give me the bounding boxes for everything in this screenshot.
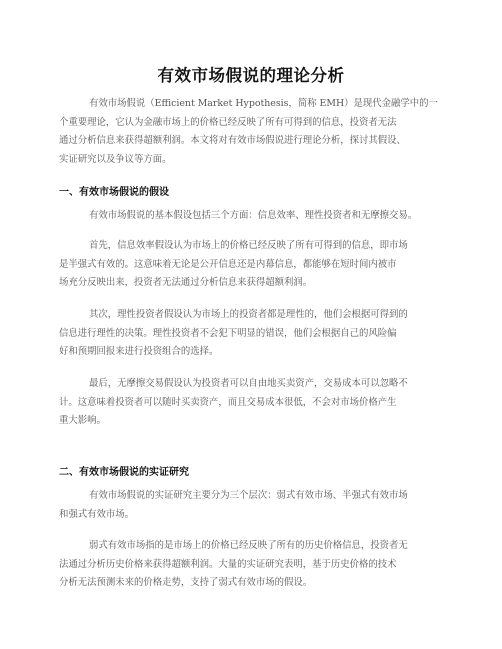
intro-paragraph xyxy=(59,95,445,169)
intro-line: 个重要理论，它认为金融市场上的价格已经反映了所有可得到的信息，投资者无法 xyxy=(59,116,397,128)
intro-line: 有效市场假说（Efficient Market Hypothesis，简称 EMH）是现代金融学中的一 xyxy=(89,98,438,109)
intro-line: 实证研究以及争议等方面。 xyxy=(59,153,172,165)
paragraph-line: 首先，信息效率假设认为市场上的价格已经反映了所有可得到的信息，即市场 xyxy=(89,240,408,251)
section-heading-empirical: 二、有效市场假说的实证研究 xyxy=(59,467,189,478)
paragraph-line: 计。这意味着投资者可以随时买卖资产，而且交易成本很低，不会对市场价格产生 xyxy=(59,396,397,408)
section-heading-assumptions: 一、有效市场假说的假设 xyxy=(59,187,169,198)
paragraph-line: 法通过分析历史价格来获得超额利润。大量的实证研究表明，基于历史价格的技术 xyxy=(59,558,397,570)
section1-paragraph xyxy=(59,237,445,293)
paragraph-line: 分析无法预测未来的价格走势，支持了弱式有效市场的假设。 xyxy=(59,577,313,588)
section2-paragraph xyxy=(59,487,445,524)
paragraph-line: 和强式有效市场。 xyxy=(59,508,135,520)
section2-paragraph xyxy=(59,537,445,593)
paragraph-line: 是半强式有效的。这意味着无论是公开信息还是内幕信息，都能够在短时间内被市 xyxy=(59,258,397,270)
intro-line: 通过分析信息来获得超额利润。本文将对有效市场假说进行理论分析，探讨其假设、 xyxy=(59,135,406,146)
paragraph-line: 其次，理性投资者假设认为市场上的投资者都是理性的，他们会根据可得到的 xyxy=(89,309,408,320)
section1-paragraph xyxy=(59,375,445,431)
paragraph-line: 重大影响。 xyxy=(59,415,106,426)
paragraph-line: 好和预期回报来进行投资组合的选择。 xyxy=(59,346,219,357)
paragraph-line: 最后，无摩擦交易假设认为投资者可以自由地买卖资产，交易成本可以忽略不 xyxy=(89,378,408,389)
section1-paragraph xyxy=(59,207,445,226)
paragraph-line: 信息进行理性的决策。理性投资者不会犯下明显的错误，他们会根据自己的风险偏 xyxy=(59,327,397,339)
paragraph-line: 弱式有效市场指的是市场上的价格已经反映了所有的历史价格信息，投资者无 xyxy=(89,540,408,551)
section1-paragraph xyxy=(59,306,445,362)
document-title: 有效市场假说的理论分析 xyxy=(157,66,345,85)
paragraph-line: 场充分反映出来，投资者无法通过分析信息来获得超额利润。 xyxy=(59,277,313,288)
paragraph-line: 有效市场假说的基本假设包括三个方面：信息效率、理性投资者和无摩擦交易。 xyxy=(89,210,418,221)
paragraph-line: 有效市场假说的实证研究主要分为三个层次：弱式有效市场、半强式有效市场 xyxy=(89,490,408,501)
